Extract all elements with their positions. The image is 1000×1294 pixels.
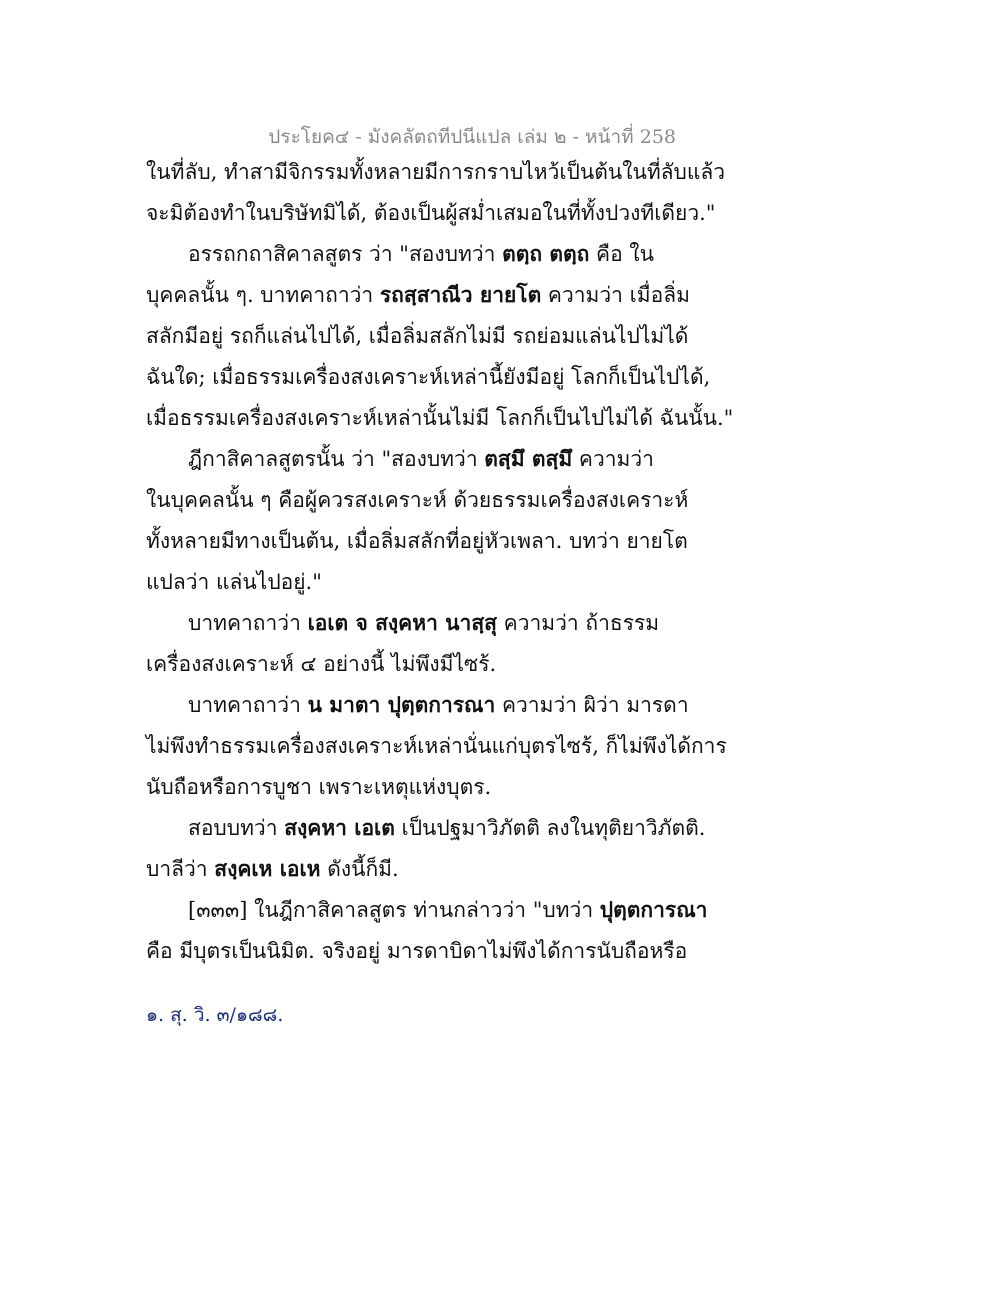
text-segment: แปลว่า แล่นไปอยู่." [146,570,322,594]
text-line [146,404,733,432]
text-segment: ความว่า ผิว่า มารดา [495,693,689,717]
pali-term: สงฺคหา เอเต [284,815,395,840]
text-segment: ในที่ลับ, ทำสามีจิกรรมทั้งหลายมีการกราบไหว้เป็นต้นในที่ลับแล้ว [146,160,726,184]
text-line [146,158,725,186]
text-segment: บาทคาถาว่า [188,611,308,635]
text-segment: เป็นปฐมาวิภัตติ ลงในทุติยาวิภัตติ. [394,816,706,840]
text-segment: ในบุคคลนั้น ๆ คือผู้ควรสงเคราะห์ ด้วยธรรมเครื่องสงเคราะห์ [146,488,689,512]
text-line [188,609,659,637]
pali-term: ตสฺมึ ตสฺมึ [484,446,573,471]
text-line [146,199,715,227]
text-line [146,527,688,555]
text-segment: บาลีว่า [146,857,215,881]
text-segment: เมื่อธรรมเครื่องสงเคราะห์เหล่านั้นไม่มี โลกก็เป็นไปไม่ได้ ฉันนั้น." [146,406,734,430]
text-line [188,896,707,924]
text-line [188,445,654,473]
running-header: ประโยค๔ - มังคลัตถทีปนีแปล เล่ม ๒ - หน้าที่ 258 [268,126,676,148]
text-line [146,732,727,760]
text-line [146,568,322,596]
text-line [188,691,689,719]
text-line [146,363,710,391]
text-segment: ฎีกาสิคาลสูตรนั้น ว่า "สองบทว่า [188,447,485,471]
pali-term: เอเต จ สงฺคหา นาสฺสุ [307,610,497,635]
text-segment: ไม่พึงทำธรรมเครื่องสงเคราะห์เหล่านั่นแก่บุตรไซร้, ก็ไม่พึงได้การ [146,734,727,758]
text-line [146,855,399,883]
text-line [188,814,705,842]
pali-term: สงฺคเห เอเห [214,856,321,881]
text-segment: บาทคาถาว่า [188,693,308,717]
text-segment: ดังนี้ก็มี. [320,857,399,881]
text-segment: จะมิต้องทำในบริษัทมิได้, ต้องเป็นผู้สม่ำเสมอในที่ทั้งปวงทีเดียว." [146,201,716,225]
text-segment: คือ มีบุตรเป็นนิมิต. จริงอยู่ มารดาบิดาไม่พึงได้การนับถือหรือ [146,939,688,963]
text-line [146,650,496,678]
text-segment: อรรถกถาสิคาลสูตร ว่า "สองบทว่า [188,242,503,266]
footnote: ๑. สุ. วิ. ๓/๑๘๘. [146,1004,284,1026]
text-segment: บุคคลนั้น ๆ. บาทคาถาว่า [146,283,380,307]
text-line [146,773,491,801]
text-line [146,937,687,965]
text-segment: คือ ใน [589,242,654,266]
text-segment: สอบบทว่า [188,816,285,840]
text-segment: ฉันใด; เมื่อธรรมเครื่องสงเคราะห์เหล่านี้ยังมีอยู่ โลกก็เป็นไปได้, [146,365,711,389]
text-line [188,240,654,268]
text-segment: ทั้งหลายมีทางเป็นต้น, เมื่อลิ่มสลักที่อยู่หัวเพลา. บทว่า ยายโต [146,529,688,553]
text-segment: นับถือหรือการบูชา เพราะเหตุแห่งบุตร. [146,775,492,799]
text-segment: ความว่า [572,447,654,471]
text-line [146,486,688,514]
text-segment: เครื่องสงเคราะห์ ๔ อย่างนี้ ไม่พึงมีไซร้. [146,652,497,676]
pali-term: รถสฺสาณีว ยายโต [379,282,542,307]
text-segment: ความว่า เมื่อลิ่ม [541,283,690,307]
text-segment: สลักมีอยู่ รถก็แล่นไปได้, เมื่อลิ่มสลักไม่มี รถย่อมแล่นไปไม่ได้ [146,324,689,348]
pali-term: ตตฺถ ตตฺถ [502,241,590,266]
text-segment: [๓๓๓] ในฎีกาสิคาลสูตร ท่านกล่าวว่า "บทว่า [188,898,600,922]
text-segment: ความว่า ถ้าธรรม [496,611,660,635]
text-line [146,322,688,350]
text-line [146,281,690,309]
pali-term: น มาตา ปุตฺตการณา [307,692,496,717]
pali-term: ปุตฺตการณา [599,897,708,922]
